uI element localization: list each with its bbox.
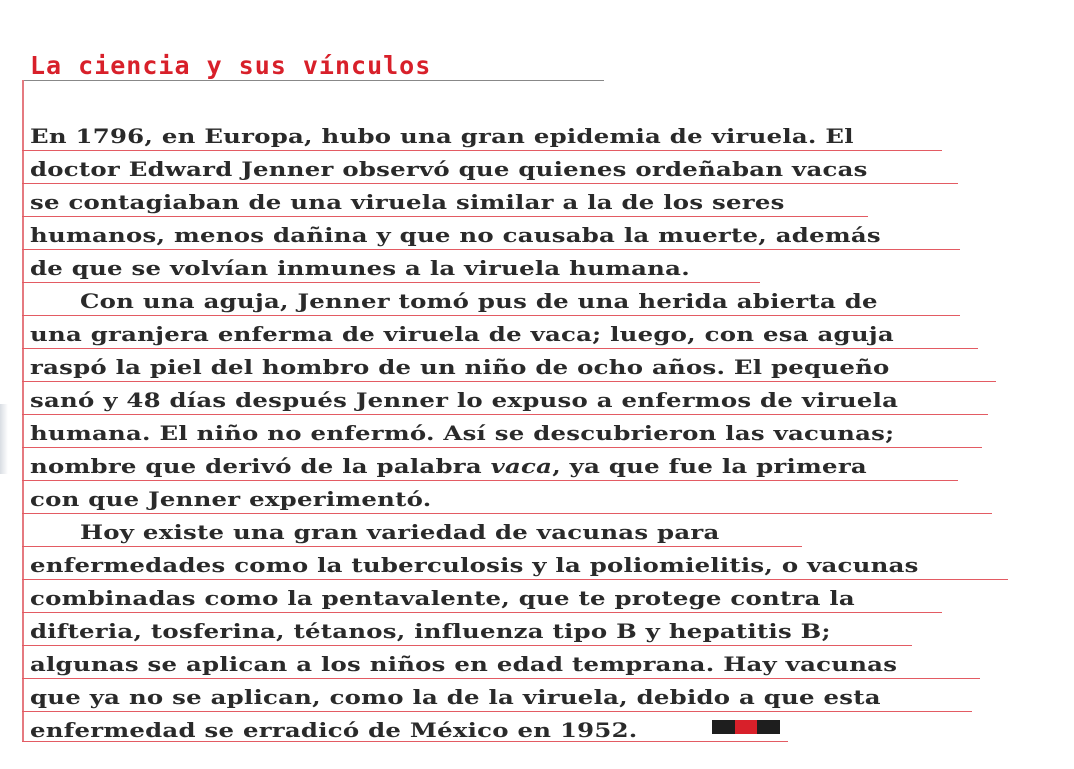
line-underline: [22, 741, 788, 742]
line-underline: [22, 348, 978, 349]
text-line: raspó la piel del hombro de un niño de ocho años. El pequeño: [30, 356, 890, 379]
end-of-text-mark: [712, 720, 780, 734]
line-underline: [22, 414, 988, 415]
text-line: una granjera enferma de viruela de vaca; luego, con esa aguja: [30, 323, 894, 346]
text-line: humanos, menos dañina y que no causaba la muerte, además: [30, 224, 881, 247]
left-margin-rule: [22, 80, 24, 742]
text-line: combinadas como la pentavalente, que te protege contra la: [30, 587, 855, 610]
line-underline: [22, 579, 1008, 580]
line-underline: [22, 480, 958, 481]
text-line: enfermedades como la tuberculosis y la poliomielitis, o vacunas: [30, 554, 919, 577]
italic-word: vaca: [490, 455, 553, 478]
line-underline: [22, 183, 958, 184]
line-underline: [22, 546, 802, 547]
text-line: humana. El niño no enfermó. Así se descubrieron las vacunas;: [30, 422, 895, 445]
line-underline: [22, 711, 972, 712]
text-line: se contagiaban de una viruela similar a la de los seres: [30, 191, 785, 214]
end-mark-block-3: [757, 720, 780, 734]
text-line: que ya no se aplican, como la de la viruela, debido a que esta: [30, 686, 881, 709]
text-line: Hoy existe una gran variedad de vacunas para: [80, 521, 720, 544]
line-underline: [22, 645, 912, 646]
text-line: enfermedad se erradicó de México en 1952.: [30, 719, 638, 742]
line-underline: [22, 447, 982, 448]
line-underline: [22, 150, 942, 151]
section-title: La ciencia y sus vínculos: [30, 51, 432, 80]
line-underline: [22, 282, 760, 283]
line-underline: [22, 612, 942, 613]
text-line-part: nombre que derivó de la palabra: [30, 455, 491, 478]
text-line: con que Jenner experimentó.: [30, 488, 432, 511]
text-line: difteria, tosferina, tétanos, influenza tipo B y hepatitis B;: [30, 620, 831, 643]
line-underline: [22, 678, 980, 679]
title-underline: [22, 80, 604, 81]
page-edge-shadow: [0, 404, 8, 474]
text-line: doctor Edward Jenner observó que quienes ordeñaban vacas: [30, 158, 868, 181]
end-mark-block-2: [735, 720, 758, 734]
line-underline: [22, 381, 996, 382]
text-line: Con una aguja, Jenner tomó pus de una herida abierta de: [80, 290, 878, 313]
text-line-part: , ya que fue la primera: [552, 455, 867, 478]
text-line: En 1796, en Europa, hubo una gran epidemia de viruela. El: [30, 125, 854, 148]
text-line: de que se volvían inmunes a la viruela humana.: [30, 257, 690, 280]
line-underline: [22, 315, 960, 316]
end-mark-block-1: [712, 720, 735, 734]
line-underline: [22, 216, 868, 217]
line-underline: [22, 513, 992, 514]
text-line: sanó y 48 días después Jenner lo expuso a enfermos de viruela: [30, 389, 899, 412]
text-line: algunas se aplican a los niños en edad temprana. Hay vacunas: [30, 653, 898, 676]
line-underline: [22, 249, 960, 250]
